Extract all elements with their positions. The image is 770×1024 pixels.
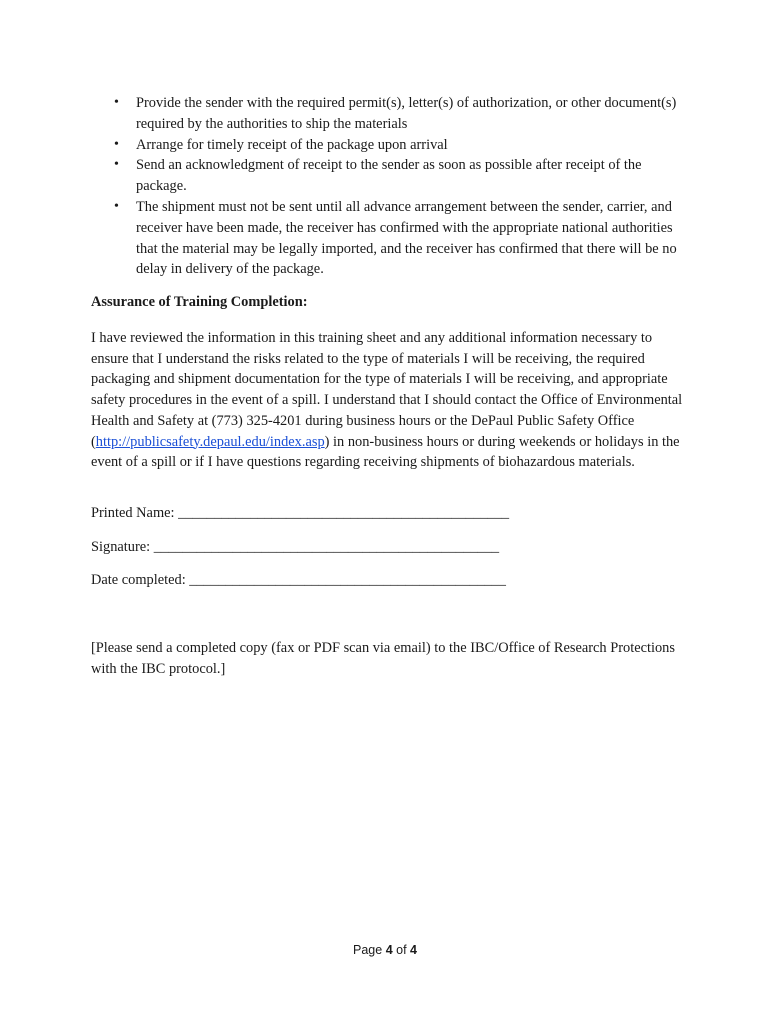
bullet-icon: • — [114, 95, 119, 110]
page-label: Page — [353, 943, 386, 957]
bullet-icon: • — [114, 136, 119, 152]
page-current: 4 — [385, 943, 393, 957]
section-heading: Assurance of Training Completion: — [91, 294, 308, 310]
assurance-paragraph — [91, 328, 691, 473]
list-item-text: Send an acknowledgment of receipt to the sender as soon as possible after receipt of the package. — [136, 157, 642, 195]
list-item-text: The shipment must not be sent until all advance arrangement between the sender, carrier, and receiver have been made, the receiver has confirmed with the appropriate national authorities that the material may be legally imported, and the receiver has confirmed that there will be no delay in delivery of the package. — [136, 198, 677, 278]
page-total: 4 — [410, 943, 417, 957]
date-completed-field[interactable]: Date completed: ____________________________________________ — [91, 572, 506, 588]
list-item — [0, 155, 690, 197]
signature-field[interactable]: Signature: ________________________________________________ — [91, 539, 500, 555]
list-item — [0, 135, 690, 156]
submission-note: [Please send a completed copy (fax or PDF scan via email) to the IBC/Office of Research Protections with the IBC protocol.] — [91, 640, 675, 677]
bullet-icon: • — [114, 198, 119, 214]
public-safety-link[interactable]: http://publicsafety.depaul.edu/index.asp — [95, 433, 325, 450]
list-item — [0, 93, 690, 135]
printed-name-field[interactable]: Printed Name: ______________________________________________ — [91, 505, 510, 521]
paragraph-text-end: ) in non-business hours or during weekends or holidays in the event of a spill or if I have questions regarding receiving shipments of biohazardous materials. — [91, 433, 680, 471]
page-of: of — [392, 943, 411, 957]
requirements-list — [0, 93, 690, 280]
paragraph-text: I have reviewed the information in this training sheet and any additional information necessary to ensure that I understand the risks related to the type of materials I will be receiving, the required packaging and shipment documentation for the type of materials I will be receiving, and appropriate safety procedures in the event of a spill. I understand that I should contact the Office of Environmental Health and Safety at (773) 325-4201 during business hours or the DePaul Public Safety Office ( — [91, 330, 683, 450]
list-item-text: Arrange for timely receipt of the package upon arrival — [136, 136, 448, 153]
page-footer — [0, 943, 770, 957]
list-item — [0, 197, 690, 280]
bullet-icon: • — [114, 157, 119, 173]
list-item-text: Provide the sender with the required permit(s), letter(s) of authorization, or other document(s) required by the authorities to ship the materials — [136, 95, 677, 132]
